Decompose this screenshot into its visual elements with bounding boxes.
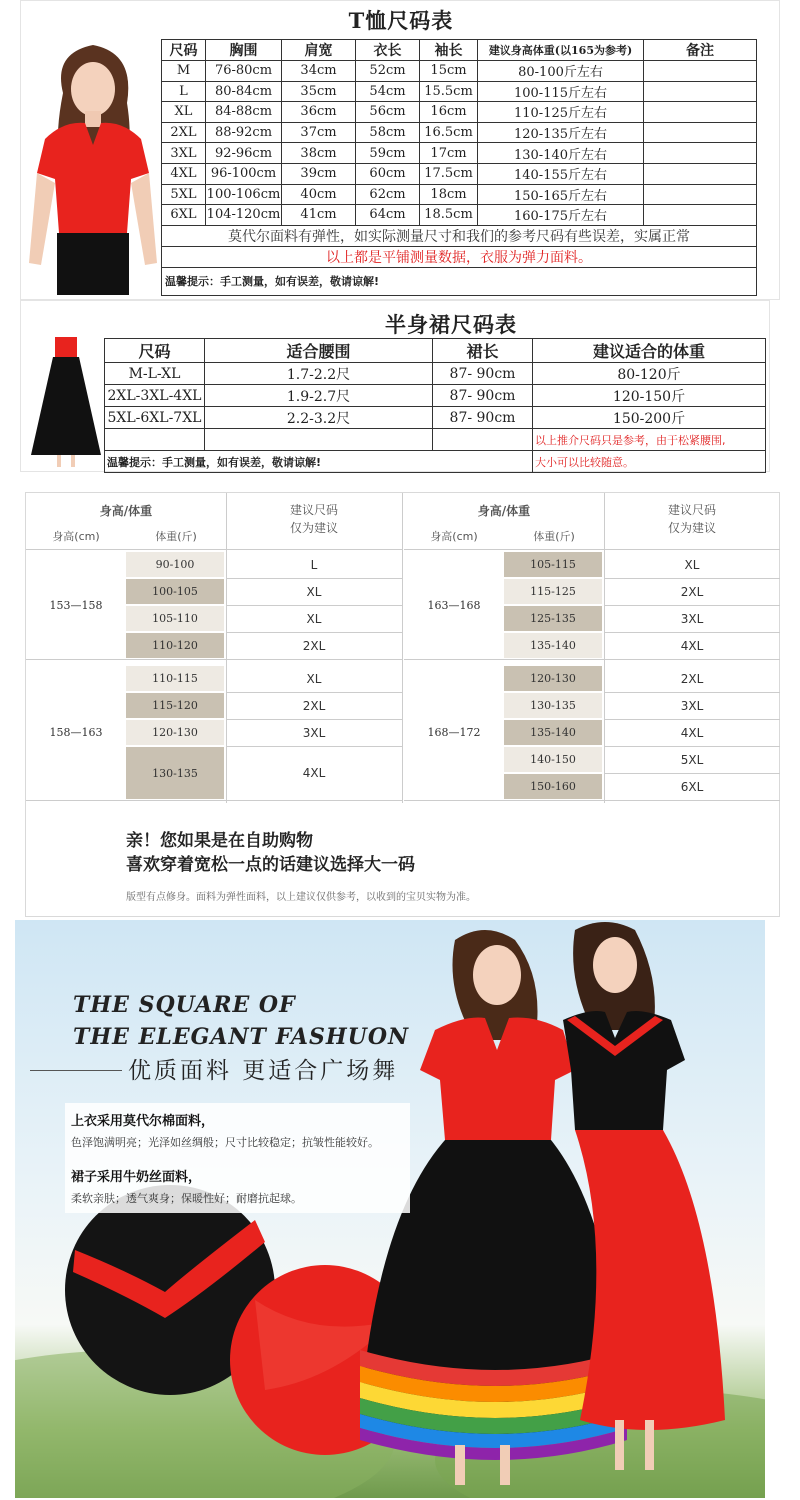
recommended-size: XL bbox=[306, 611, 322, 626]
recommended-size: 4XL bbox=[302, 766, 326, 780]
table-cell: 62cm bbox=[356, 184, 420, 205]
divider bbox=[404, 659, 604, 660]
divider bbox=[402, 493, 403, 803]
recommended-size: 3XL bbox=[680, 611, 704, 626]
table-cell: 17.5cm bbox=[420, 163, 478, 184]
table-cell: 39cm bbox=[282, 163, 356, 184]
table-cell: 17cm bbox=[420, 143, 478, 164]
table-cell: 40cm bbox=[282, 184, 356, 205]
recommended-size: XL bbox=[684, 557, 700, 572]
fit-disclaimer: 版型有点修身。面料为弹性面料，以上建议仅供参考，以收到的宝贝实物为准。 bbox=[126, 892, 476, 903]
table-cell: 87- 90cm bbox=[433, 385, 533, 407]
product-banner bbox=[15, 920, 765, 1498]
rec-header-line-1: 建议尺码 bbox=[667, 503, 716, 517]
height-range: 158—163 bbox=[49, 726, 103, 739]
header-cell: 建议适合的体重 bbox=[533, 339, 766, 363]
recommended-size: 2XL bbox=[302, 638, 326, 653]
table-cell: 18.5cm bbox=[420, 205, 478, 226]
table-row bbox=[162, 143, 757, 164]
header-cell: 肩宽 bbox=[282, 40, 356, 61]
table-cell: 80-120斤 bbox=[533, 363, 766, 385]
skirt-size-chart bbox=[20, 300, 770, 472]
recommended-size: L bbox=[310, 557, 318, 572]
table-cell: 130-140斤左右 bbox=[478, 143, 644, 164]
promo-line-1: 亲！您如果是在自助购物 bbox=[126, 831, 313, 851]
rec-header-line-2: 仅为建议 bbox=[667, 521, 716, 535]
tshirt-size-table bbox=[161, 39, 757, 296]
rec-header-line-1: 建议尺码 bbox=[289, 503, 338, 517]
table-cell: M bbox=[162, 61, 206, 82]
weight-range: 115-125 bbox=[504, 579, 602, 604]
recommended-size: 3XL bbox=[680, 698, 704, 713]
header-cell: 尺码 bbox=[105, 339, 205, 363]
table-cell: 16cm bbox=[420, 102, 478, 123]
header-cell: 建议身高体重(以165为参考) bbox=[478, 40, 644, 61]
table-cell bbox=[644, 205, 757, 226]
table-cell: M-L-XL bbox=[105, 363, 205, 385]
table-cell: 56cm bbox=[356, 102, 420, 123]
table-row bbox=[162, 163, 757, 184]
recommended-size: 2XL bbox=[680, 671, 704, 686]
feature-1-title: 上衣采用莫代尔棉面料， bbox=[71, 1114, 215, 1129]
divider bbox=[604, 800, 780, 801]
skirt-model-photo bbox=[27, 337, 105, 469]
recommended-size: 2XL bbox=[680, 584, 704, 599]
recommended-size: 2XL bbox=[302, 698, 326, 713]
header-cell: 备注 bbox=[644, 40, 757, 61]
header-cell: 尺码 bbox=[162, 40, 206, 61]
table-row bbox=[162, 205, 757, 226]
table-row bbox=[162, 61, 757, 82]
table-cell bbox=[644, 143, 757, 164]
table-cell bbox=[644, 163, 757, 184]
table-cell: 60cm bbox=[356, 163, 420, 184]
tshirt-model-photo bbox=[23, 33, 163, 295]
table-cell: 160-175斤左右 bbox=[478, 205, 644, 226]
rec-header-line-2: 仅为建议 bbox=[289, 521, 338, 535]
table-cell bbox=[644, 184, 757, 205]
tshirt-size-chart bbox=[20, 0, 780, 300]
table-cell: 5XL bbox=[162, 184, 206, 205]
skirt-chart-title: 半身裙尺码表 bbox=[385, 312, 517, 337]
table-cell: 150-165斤左右 bbox=[478, 184, 644, 205]
recommended-size: 6XL bbox=[680, 779, 704, 794]
weight-range: 135-140 bbox=[504, 720, 602, 745]
header-cell: 衣长 bbox=[356, 40, 420, 61]
weight-range: 120-130 bbox=[126, 720, 224, 745]
recommended-size: 3XL bbox=[302, 725, 326, 740]
table-cell: 16.5cm bbox=[420, 122, 478, 143]
table-cell: 59cm bbox=[356, 143, 420, 164]
table-cell bbox=[644, 81, 757, 102]
table-cell: 88-92cm bbox=[206, 122, 282, 143]
table-cell: 100-115斤左右 bbox=[478, 81, 644, 102]
model-black-top-red-skirt bbox=[563, 922, 725, 1470]
table-cell bbox=[644, 122, 757, 143]
skirt-tip: 温馨提示：手工测量，如有误差，敬请谅解! bbox=[105, 451, 533, 473]
table-cell: 6XL bbox=[162, 205, 206, 226]
table-cell: 87- 90cm bbox=[433, 363, 533, 385]
weight-range: 115-120 bbox=[126, 693, 224, 718]
weight-header: 体重(斤) bbox=[155, 530, 197, 543]
table-cell: 96-100cm bbox=[206, 163, 282, 184]
table-cell: 4XL bbox=[162, 163, 206, 184]
promo-line-2: 喜欢穿着宽松一点的话建议选择大一码 bbox=[126, 855, 415, 875]
banner-subtitle: 优质面料 更适合广场舞 bbox=[128, 1058, 399, 1084]
weight-range: 130-135 bbox=[504, 693, 602, 718]
skirt-size-table bbox=[104, 338, 766, 473]
height-weight-chart bbox=[25, 492, 780, 917]
table-cell: 2XL-3XL-4XL bbox=[105, 385, 205, 407]
weight-range: 135-140 bbox=[504, 633, 602, 658]
height-header: 身高(cm) bbox=[52, 530, 100, 543]
weight-range: 130-135 bbox=[126, 747, 224, 799]
headline-line-1: THE SQUARE OF bbox=[73, 992, 296, 1018]
recommended-size-header bbox=[226, 501, 402, 549]
recommended-size: 4XL bbox=[680, 638, 704, 653]
table-cell: 140-155斤左右 bbox=[478, 163, 644, 184]
table-cell: 2XL bbox=[162, 122, 206, 143]
group-header: 身高/体重 bbox=[99, 504, 153, 518]
divider bbox=[226, 659, 402, 660]
table-cell: 100-106cm bbox=[206, 184, 282, 205]
table-header-row bbox=[162, 40, 757, 61]
table-cell: 84-88cm bbox=[206, 102, 282, 123]
table-cell bbox=[644, 102, 757, 123]
table-cell: 80-100斤左右 bbox=[478, 61, 644, 82]
tshirt-tip: 温馨提示：手工测量，如有误差，敬请谅解! bbox=[162, 267, 757, 295]
table-cell: 18cm bbox=[420, 184, 478, 205]
divider bbox=[26, 549, 402, 550]
table-cell: 15.5cm bbox=[420, 81, 478, 102]
weight-range: 105-115 bbox=[504, 552, 602, 577]
table-cell: 87- 90cm bbox=[433, 407, 533, 429]
table-cell: 110-125斤左右 bbox=[478, 102, 644, 123]
table-cell: 64cm bbox=[356, 205, 420, 226]
divider bbox=[26, 659, 226, 660]
headline-line-2: THE ELEGANT FASHUON bbox=[73, 1024, 410, 1050]
group-header: 身高/体重 bbox=[477, 504, 531, 518]
weight-range: 100-105 bbox=[126, 579, 224, 604]
table-cell: 80-84cm bbox=[206, 81, 282, 102]
weight-range: 120-130 bbox=[504, 666, 602, 691]
weight-range: 110-115 bbox=[126, 666, 224, 691]
header-cell: 适合腰围 bbox=[205, 339, 433, 363]
table-cell: 76-80cm bbox=[206, 61, 282, 82]
table-cell: 36cm bbox=[282, 102, 356, 123]
table-row bbox=[105, 407, 766, 429]
header-cell: 裙长 bbox=[433, 339, 533, 363]
recommended-size-header bbox=[604, 501, 780, 549]
size-flexible-note: 大小可以比较随意。 bbox=[533, 451, 766, 473]
table-cell: 150-200斤 bbox=[533, 407, 766, 429]
table-cell: 92-96cm bbox=[206, 143, 282, 164]
feature-2-title: 裙子采用牛奶丝面料， bbox=[71, 1170, 202, 1185]
table-cell: 5XL-6XL-7XL bbox=[105, 407, 205, 429]
table-cell: 35cm bbox=[282, 81, 356, 102]
subtitle-rule bbox=[30, 1070, 122, 1071]
table-cell: L bbox=[162, 81, 206, 102]
table-row bbox=[162, 102, 757, 123]
table-cell: XL bbox=[162, 102, 206, 123]
table-cell: 1.7-2.2尺 bbox=[205, 363, 433, 385]
divider bbox=[26, 800, 226, 801]
tshirt-chart-title: T恤尺码表 bbox=[348, 8, 454, 33]
promo-message bbox=[126, 829, 415, 877]
divider bbox=[404, 800, 604, 801]
table-cell: 38cm bbox=[282, 143, 356, 164]
table-row bbox=[162, 184, 757, 205]
table-cell: 37cm bbox=[282, 122, 356, 143]
weight-range: 150-160 bbox=[504, 774, 602, 799]
height-range: 168—172 bbox=[427, 726, 481, 739]
recommended-size: XL bbox=[306, 584, 322, 599]
empty-cell bbox=[433, 429, 533, 451]
recommended-size: 5XL bbox=[680, 752, 704, 767]
height-range: 153—158 bbox=[49, 598, 103, 612]
table-cell: 58cm bbox=[356, 122, 420, 143]
table-cell: 120-135斤左右 bbox=[478, 122, 644, 143]
divider bbox=[226, 800, 402, 801]
table-cell: 15cm bbox=[420, 61, 478, 82]
table-cell: 1.9-2.7尺 bbox=[205, 385, 433, 407]
table-cell: 34cm bbox=[282, 61, 356, 82]
feature-1-desc: 色泽饱满明亮；光泽如丝绸般；尺寸比较稳定；抗皱性能较好。 bbox=[71, 1136, 379, 1149]
header-cell: 袖长 bbox=[420, 40, 478, 61]
fabric-note: 莫代尔面料有弹性，如实际测量尺寸和我们的参考尺码有些误差，实属正常 bbox=[162, 225, 757, 246]
height-header: 身高(cm) bbox=[430, 530, 478, 543]
table-row bbox=[105, 363, 766, 385]
weight-range: 110-120 bbox=[126, 633, 224, 658]
table-cell: 104-120cm bbox=[206, 205, 282, 226]
weight-range: 125-135 bbox=[504, 606, 602, 631]
table-cell: 52cm bbox=[356, 61, 420, 82]
weight-range: 105-110 bbox=[126, 606, 224, 631]
table-cell: 41cm bbox=[282, 205, 356, 226]
divider bbox=[604, 659, 780, 660]
recommended-size: XL bbox=[306, 671, 322, 686]
table-row bbox=[162, 81, 757, 102]
table-row bbox=[162, 122, 757, 143]
table-cell: 54cm bbox=[356, 81, 420, 102]
table-cell: 2.2-3.2尺 bbox=[205, 407, 433, 429]
divider bbox=[404, 549, 780, 550]
table-cell bbox=[644, 61, 757, 82]
table-cell: 3XL bbox=[162, 143, 206, 164]
feature-2-desc: 柔软亲肤；透气爽身；保暖性好；耐磨抗起球。 bbox=[71, 1192, 302, 1205]
recommended-size: 4XL bbox=[680, 725, 704, 740]
weight-header: 体重(斤) bbox=[533, 530, 575, 543]
empty-cell bbox=[105, 429, 205, 451]
table-cell: 120-150斤 bbox=[533, 385, 766, 407]
size-reference-note: 以上推介尺码只是参考，由于松紧腰围, bbox=[533, 429, 766, 451]
table-header-row bbox=[105, 339, 766, 363]
measurement-note: 以上都是平铺测量数据，衣服为弹力面料。 bbox=[162, 246, 757, 267]
weight-range: 140-150 bbox=[504, 747, 602, 772]
height-range: 163—168 bbox=[427, 598, 481, 612]
empty-cell bbox=[205, 429, 433, 451]
header-cell: 胸围 bbox=[206, 40, 282, 61]
weight-range: 90-100 bbox=[126, 552, 224, 577]
table-row bbox=[105, 385, 766, 407]
